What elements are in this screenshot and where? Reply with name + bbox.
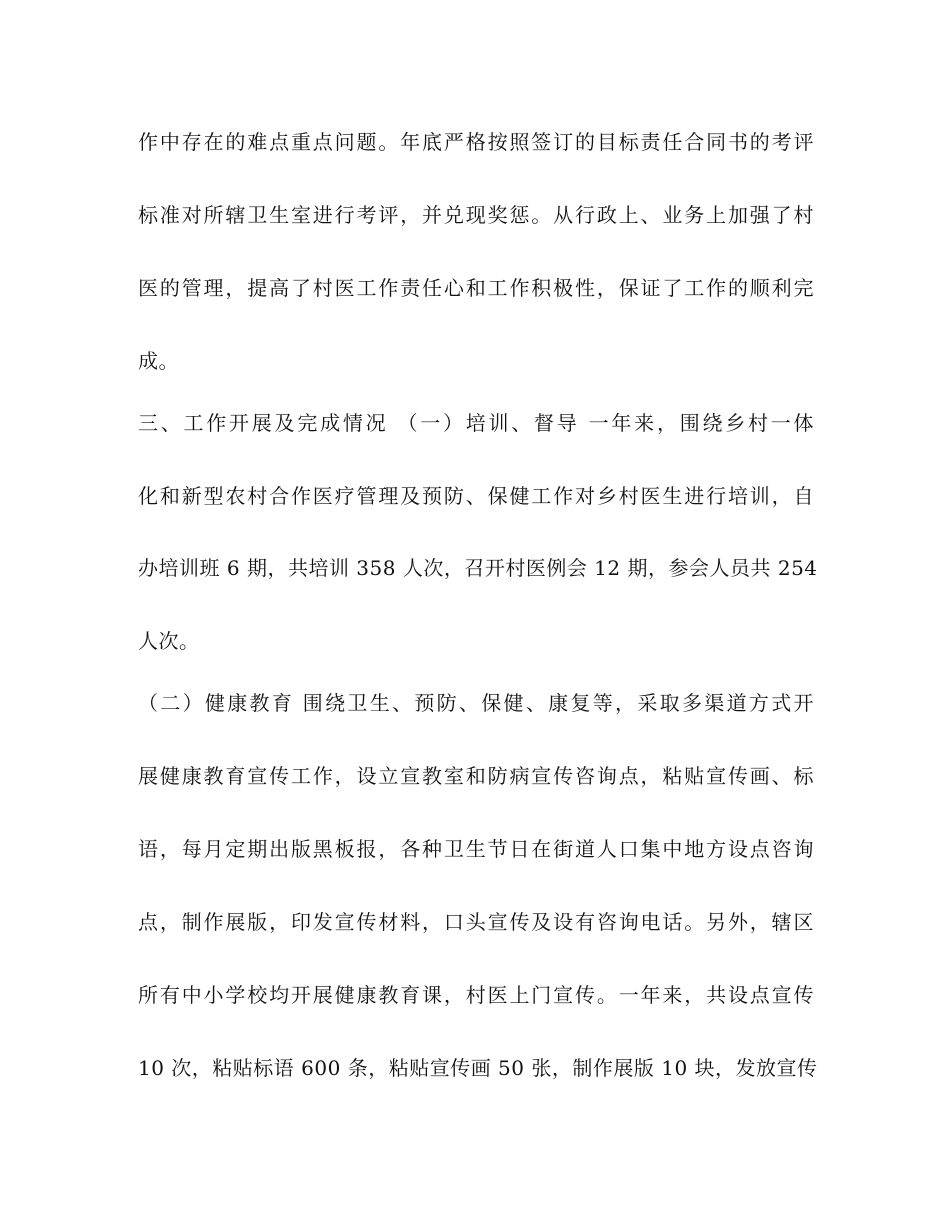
text-line: 标准对所辖卫生室进行考评，并兑现奖惩。从行政上、业务上加强了村	[138, 203, 814, 227]
text-line: 成。	[138, 349, 179, 373]
text-line: 作中存在的难点重点问题。年底严格按照签订的目标责任合同书的考评	[138, 130, 814, 154]
text-line: 医的管理，提高了村医工作责任心和工作积极性，保证了工作的顺利完	[138, 276, 814, 300]
subsection-line: （二）健康教育 围绕卫生、预防、保健、康复等，采取多渠道方式开	[138, 691, 814, 715]
text-line: 展健康教育宣传工作，设立宣教室和防病宣传咨询点，粘贴宣传画、标	[138, 764, 814, 788]
text-line: 10 次，粘贴标语 600 条，粘贴宣传画 50 张，制作展版 10 块，发放宣传	[138, 1056, 818, 1080]
text-line: 化和新型农村合作医疗管理及预防、保健工作对乡村医生进行培训，自	[138, 484, 814, 508]
text-line: 语，每月定期出版黑板报，各种卫生节日在街道人口集中地方设点咨询	[138, 837, 814, 861]
text-line: 办培训班 6 期，共培训 358 人次，召开村医例会 12 期，参会人员共 254	[138, 556, 818, 580]
text-line: 所有中小学校均开展健康教育课，村医上门宣传。一年来，共设点宣传	[138, 983, 814, 1007]
text-line: 点，制作展版，印发宣传材料，口头宣传及设有咨询电话。另外，辖区	[138, 910, 814, 934]
text-line: 人次。	[138, 629, 200, 653]
section-heading-line: 三、工作开展及完成情况 （一）培训、督导 一年来，围绕乡村一体	[138, 411, 814, 435]
